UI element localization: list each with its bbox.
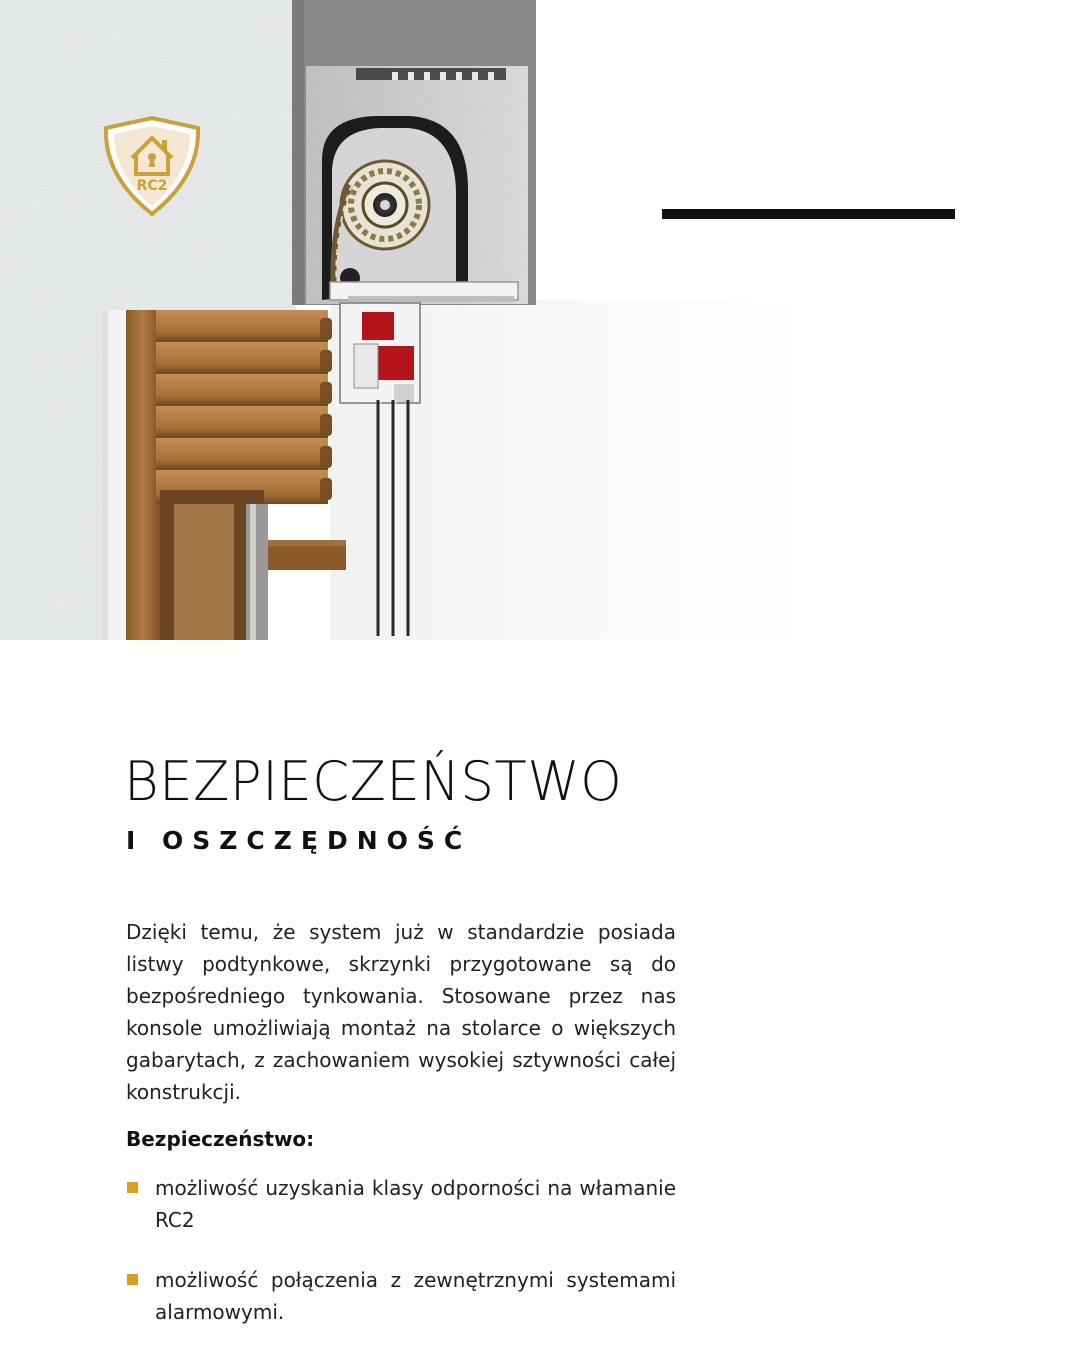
list-item [126, 1172, 676, 1236]
security-feature-list [126, 1172, 676, 1356]
bullet-square-icon [127, 1274, 138, 1285]
list-item-text: możliwość połączenia z zewnętrznymi systemami alarmowymi. [155, 1268, 676, 1324]
hero-image [0, 0, 1080, 640]
security-section-title: Bezpieczeństwo: [126, 1127, 315, 1151]
list-item [126, 1264, 676, 1328]
accent-line [662, 209, 955, 219]
subheadline: I OSZCZĘDNOŚĆ [126, 826, 472, 855]
bullet-square-icon [127, 1182, 138, 1193]
list-item-text: możliwość uzyskania klasy odporności na włamanie RC2 [155, 1176, 676, 1232]
badge-label: RC2 [136, 178, 168, 194]
house-lock-shield-icon [100, 114, 204, 218]
headline: BEZPIECZEŃSTWO [124, 750, 623, 813]
rc2-badge [100, 114, 204, 218]
intro-paragraph: Dzięki temu, że system już w standardzie posiada listwy podtynkowe, skrzynki przygotowane są do bezpośredniego tynkowania. Stosowane przez nas konsole umożliwiają montaż na stolarce o większych gabarytach, z zachowaniem wysokiej sztywności całej konstrukcji. [126, 920, 676, 1104]
roller-shutter-cross-section-illustration [0, 0, 1080, 640]
